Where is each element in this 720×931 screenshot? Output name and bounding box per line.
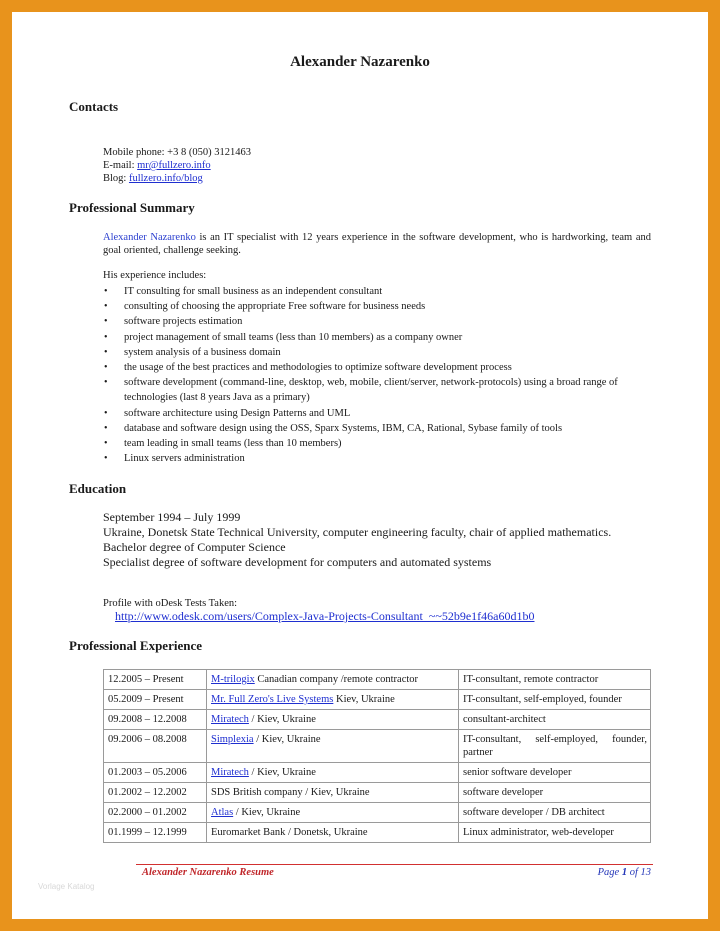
- experience-company: M-trilogix Canadian company /remote contractor: [207, 670, 459, 690]
- experience-role: IT-consultant, self-employed, founder, partner: [459, 730, 651, 763]
- experience-intro: His experience includes:: [103, 270, 207, 281]
- experience-list-item: • IT consulting for small business as an independent consultant: [103, 284, 648, 299]
- experience-period: 12.2005 – Present: [104, 670, 207, 690]
- experience-list-item: • project management of small teams (less than 10 members) as a company owner: [103, 330, 648, 345]
- experience-role: software developer / DB architect: [459, 803, 651, 823]
- table-row: [104, 710, 651, 730]
- company-link[interactable]: M-trilogix: [211, 674, 255, 685]
- experience-company: Atlas / Kiev, Ukraine: [207, 803, 459, 823]
- bullet-icon: •: [104, 362, 108, 374]
- experience-list-item: • software projects estimation: [103, 314, 648, 329]
- resume-name: Alexander Nazarenko: [290, 54, 430, 70]
- experience-period: 02.2000 – 01.2002: [104, 803, 207, 823]
- experience-list-item: • system analysis of a business domain: [103, 345, 648, 360]
- bullet-icon: •: [104, 453, 108, 465]
- education-heading: Education: [69, 481, 127, 496]
- email-line: E-mail: mr@fullzero.info: [103, 160, 211, 171]
- company-link[interactable]: Miratech: [211, 767, 249, 778]
- bullet-icon: •: [104, 377, 108, 389]
- watermark: Vorlage Katalog: [38, 882, 95, 891]
- email-link[interactable]: mr@fullzero.info: [137, 160, 211, 171]
- experience-list-item: • software architecture using Design Patterns and UML: [103, 406, 648, 421]
- company-link[interactable]: Simplexia: [211, 734, 254, 745]
- bullet-icon: •: [104, 331, 108, 343]
- experience-period: 01.2002 – 12.2002: [104, 783, 207, 803]
- summary-name: Alexander Nazarenko: [103, 232, 196, 243]
- education-university: Ukraine, Donetsk State Technical University, computer engineering faculty, chair of applied mathematics.: [103, 525, 612, 539]
- bullet-icon: •: [104, 286, 108, 297]
- education-block: [103, 510, 651, 570]
- experience-period: 05.2009 – Present: [104, 690, 207, 710]
- footer-page-indicator: Page 1 of 13: [597, 867, 651, 878]
- experience-role: IT-consultant, self-employed, founder: [459, 690, 651, 710]
- contacts-block: [103, 146, 251, 185]
- experience-heading: Professional Experience: [69, 638, 202, 653]
- contacts-heading: Contacts: [69, 99, 119, 114]
- experience-company: SDS British company / Kiev, Ukraine: [207, 783, 459, 803]
- education-period: September 1994 – July 1999: [103, 510, 241, 524]
- experience-list: [103, 284, 648, 466]
- experience-role: consultant-architect: [459, 710, 651, 730]
- table-row: [104, 823, 651, 843]
- table-row: [104, 690, 651, 710]
- odesk-label: Profile with oDesk Tests Taken:: [103, 598, 238, 609]
- table-row: [104, 763, 651, 783]
- experience-list-item: • the usage of the best practices and methodologies to optimize software development process: [103, 360, 648, 375]
- experience-company: Miratech / Kiev, Ukraine: [207, 710, 459, 730]
- summary-heading: Professional Summary: [69, 200, 195, 215]
- experience-period: 09.2008 – 12.2008: [104, 710, 207, 730]
- experience-period: 09.2006 – 08.2008: [104, 730, 207, 763]
- experience-list-item: • Linux servers administration: [103, 451, 648, 466]
- experience-period: 01.2003 – 05.2006: [104, 763, 207, 783]
- experience-list-container: [103, 284, 648, 466]
- experience-list-item: • database and software design using the OSS, Sparx Systems, IBM, CA, Rational, Sybase family of tools: [103, 421, 648, 436]
- education-degree-specialist: Specialist degree of software development for computers and automated systems: [103, 555, 492, 569]
- bullet-icon: •: [104, 438, 108, 450]
- table-row: [104, 803, 651, 823]
- company-link[interactable]: Mr. Full Zero's Live Systems: [211, 694, 334, 705]
- bullet-icon: •: [104, 407, 108, 419]
- company-link[interactable]: Miratech: [211, 714, 249, 725]
- table-row: [104, 730, 651, 763]
- odesk-profile-link[interactable]: http://www.odesk.com/users/Complex-Java-Projects-Consultant_~~52b9e1f46a60d1b0: [115, 609, 535, 623]
- mobile-phone: Mobile phone: +3 8 (050) 3121463: [103, 147, 251, 158]
- education-degree-bachelor: Bachelor degree of Computer Science: [103, 540, 286, 554]
- summary-intro: Alexander Nazarenko is an IT specialist with 12 years experience in the software development, who is hardworking, team and goal oriented, challenge seeking.: [103, 232, 651, 256]
- experience-period: 01.1999 – 12.1999: [104, 823, 207, 843]
- experience-role: Linux administrator, web-developer: [459, 823, 651, 843]
- experience-list-item: • consulting of choosing the appropriate Free software for business needs: [103, 299, 648, 314]
- table-row: [104, 670, 651, 690]
- table-row: [104, 783, 651, 803]
- footer-title: Alexander Nazarenko Resume: [142, 867, 274, 878]
- experience-role: IT-consultant, remote contractor: [459, 670, 651, 690]
- bullet-icon: •: [104, 422, 108, 434]
- blog-link[interactable]: fullzero.info/blog: [128, 173, 203, 184]
- experience-role: senior software developer: [459, 763, 651, 783]
- bullet-icon: •: [104, 301, 108, 313]
- company-link[interactable]: Atlas: [211, 807, 234, 818]
- bullet-icon: •: [104, 316, 108, 328]
- experience-company: Simplexia / Kiev, Ukraine: [207, 730, 459, 763]
- experience-list-item: • software development (command-line, desktop, web, mobile, client/server, network-protocols) using a broad range of technologies (last 8 years Java as a primary): [104, 377, 618, 404]
- experience-company: Miratech / Kiev, Ukraine: [207, 763, 459, 783]
- experience-company: Euromarket Bank / Donetsk, Ukraine: [207, 823, 459, 843]
- experience-company: Mr. Full Zero's Live Systems Kiev, Ukraine: [207, 690, 459, 710]
- experience-role: software developer: [459, 783, 651, 803]
- footer-divider: [136, 864, 653, 865]
- blog-line: Blog: fullzero.info/blog: [103, 173, 203, 184]
- experience-table: [103, 669, 651, 843]
- bullet-icon: •: [104, 346, 108, 358]
- experience-list-item: • team leading in small teams (less than 10 members): [103, 436, 648, 451]
